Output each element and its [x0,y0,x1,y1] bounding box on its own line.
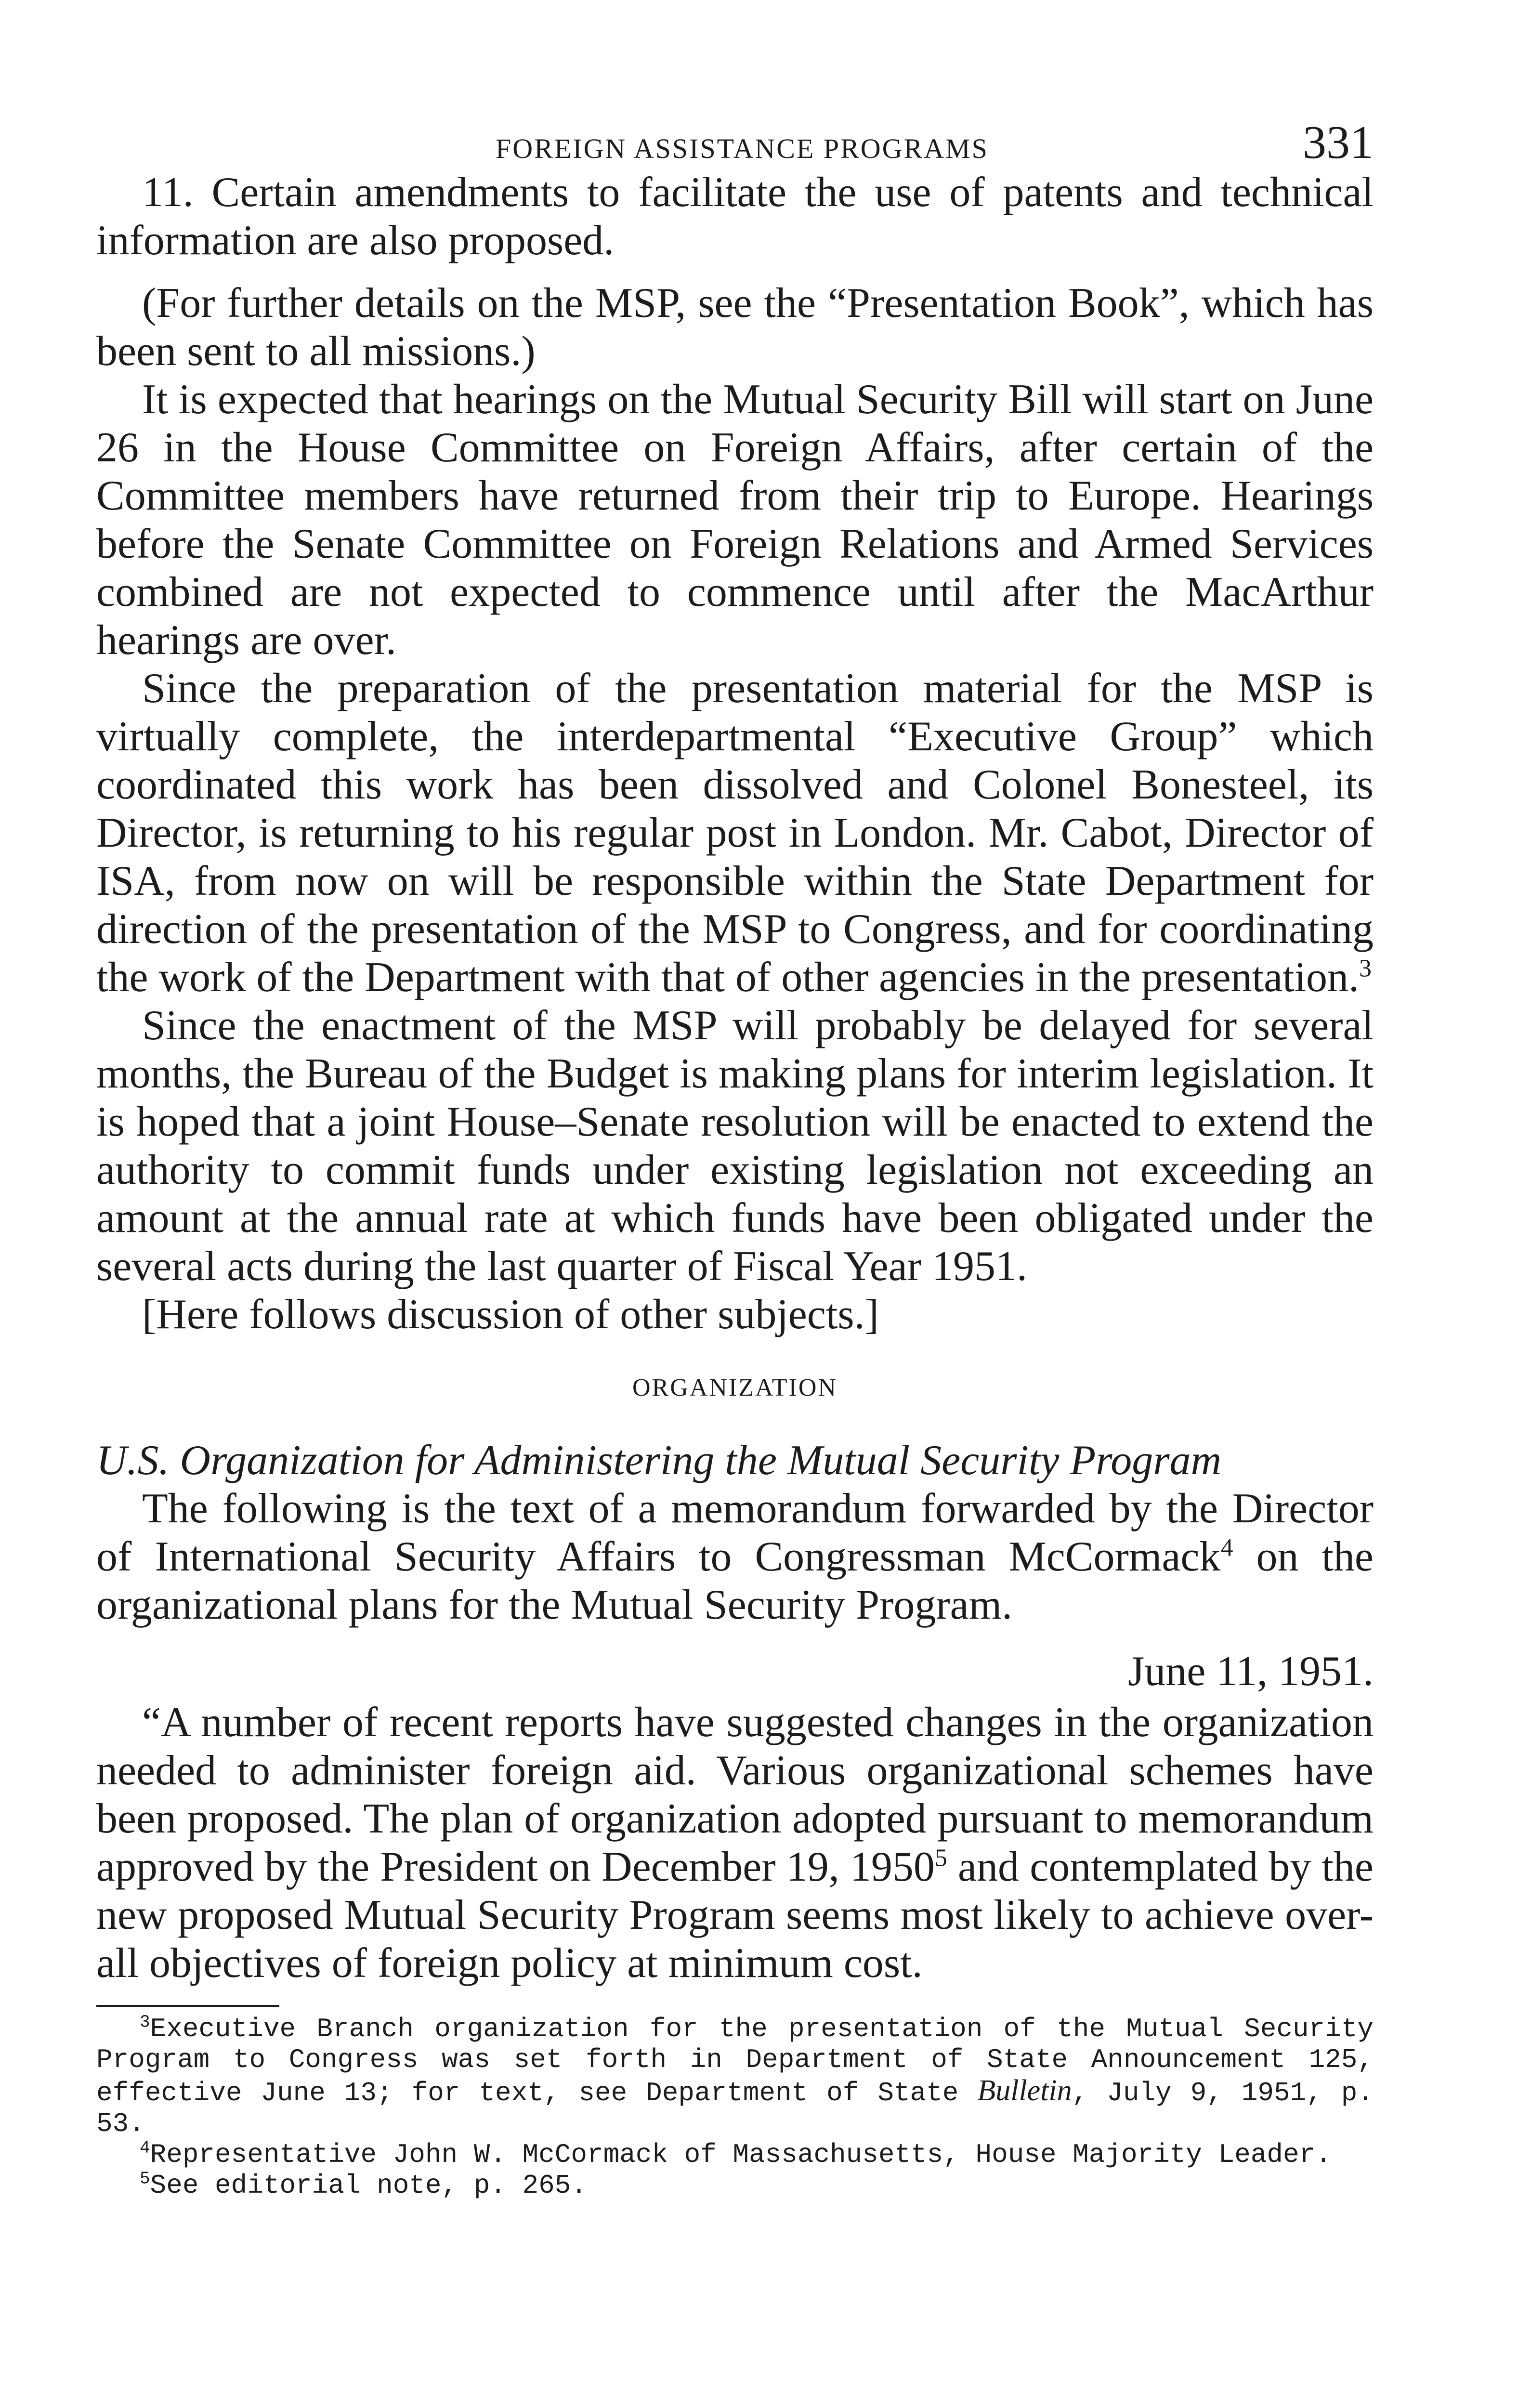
footnote-ref-4: 4 [1220,1534,1233,1562]
paragraph-quote [96,1699,1374,1988]
footnote-3 [96,2014,1374,2139]
paragraph-quote-text-end: and contemplated by the new proposed Mutual Security Program seems most likely to achieve over-all objectives of foreign policy at minimum cost. [96,1844,1374,1987]
page-header [96,116,1374,169]
paragraph-preparation [96,665,1374,1002]
footnotes [96,2014,1374,2201]
paragraph-hearings: It is expected that hearings on the Mutual Security Bill will start on June 26 in the House Committee on Foreign Affairs, after certain of the Committee members have returned from their trip to Europe. Hearings before the Senate Committee on Foreign Relations and Armed Services combined are not expected to commence until after the MacArthur hearings are over. [96,376,1374,664]
footnote-ref-5: 5 [934,1844,947,1872]
memo-date: June 11, 1951. [1127,1648,1374,1695]
paragraph-item-11: 11. Certain amendments to facilitate the use of patents and technical information are also proposed. [96,169,1374,264]
footnote-text: Executive Branch organization for the presentation of the Mutual Security Program to Congress was set forth in Department of State Announcement 125, effective June 13; for text, see Department of State [96,2014,1374,2108]
footnote-5 [96,2170,1374,2201]
footnote-marker: 5 [140,2169,150,2189]
page-number: 331 [1303,117,1374,169]
paragraph-editorial-note: [Here follows discussion of other subjects.] [142,1291,879,1338]
paragraph-quote-text: “A number of recent reports have suggested changes in the organization needed to administer foreign aid. Various organizational schemes have been proposed. The plan of organization adopted pursuant to memorandum approved by the President on December 19, 1950 [96,1699,1374,1890]
section-heading: ORGANIZATION [632,1374,838,1401]
paragraph-preparation-text: Since the preparation of the presentation material for the MSP is virtually complete, the interdepartmental “Executive Group” which coordinated this work has been dissolved and Colonel Bonesteel, its Director, is returning to his regular post in London. Mr. Cabot, Director of ISA, from now on will be responsible within the State Department for direction of the presentation of the MSP to Congress, and for coordinating the work of the Department with that of other agencies in the presentation. [96,665,1374,1001]
footnote-italic-title: Bulletin [977,2074,1072,2107]
footnote-4 [96,2139,1374,2170]
paragraph-memo-intro [96,1485,1374,1629]
footnote-ref-3: 3 [1359,955,1372,982]
footnote-marker: 4 [140,2138,150,2158]
subsection-heading: U.S. Organization for Administering the Mutual Security Program [96,1437,1221,1484]
footnote-text: Representative John W. McCormack of Massachusetts, House Majority Leader. [150,2139,1332,2170]
footnote-divider [96,2005,279,2007]
footnote-text-end: , July 9, 1951, p. 53. [96,2078,1374,2139]
footnote-text: See editorial note, p. 265. [150,2170,587,2201]
paragraph-enactment: Since the enactment of the MSP will probably be delayed for several months, the Bureau of the Budget is making plans for interim legislation. It is hoped that a joint House–Senate resolution will be enacted to extend the authority to commit funds under existing legislation not exceeding an amount at the annual rate at which funds have been obligated under the several acts during the last quarter of Fiscal Year 1951. [96,1002,1374,1290]
paragraph-memo-intro-text: The following is the text of a memorandum forwarded by the Director of International Security Affairs to Congressman McCormack [96,1485,1374,1580]
running-title: FOREIGN ASSISTANCE PROGRAMS [496,133,989,164]
document-page [96,116,1374,2201]
paragraph-memo-intro-text-end: on the organizational plans for the Mutual Security Program. [96,1533,1374,1628]
paragraph-further-details: (For further details on the MSP, see the “Presentation Book”, which has been sent to all missions.) [96,280,1374,375]
footnote-marker: 3 [140,2012,150,2032]
